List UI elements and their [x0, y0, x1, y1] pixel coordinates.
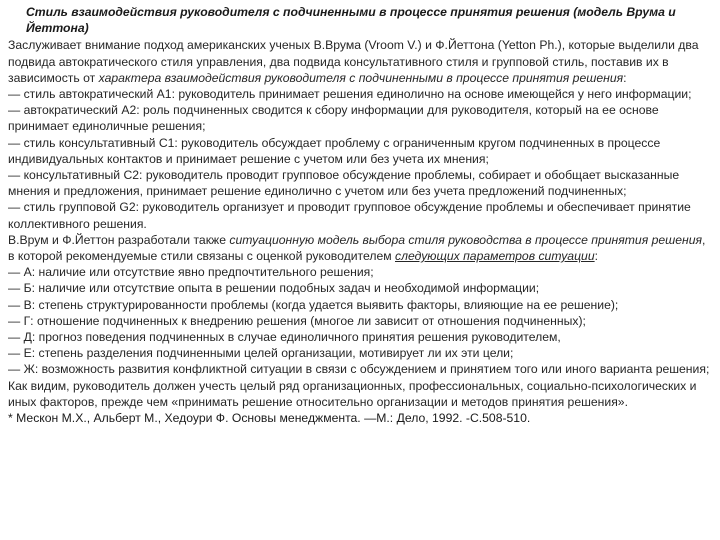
intro-paragraph: [8, 37, 713, 86]
document-title: Стиль взаимодействия руководителя с подчиненными в процессе принятия решения (модель Врума и Йеттона): [26, 5, 676, 36]
style-item-c2: — консультативный С2: руководитель проводит групповое обсуждение проблемы, собирает и обобщает высказанные мнения и предложения, принимает решение единолично с учетом или без учета предложений подчиненных;: [8, 168, 680, 199]
situational-emphasis-model: ситуационную модель выбора стиля руководства в процессе принятия решения: [229, 232, 703, 247]
param-item-g: — Г: отношение подчиненных к внедрению решения (многое ли зависит от отношения подчиненных);: [8, 313, 586, 328]
style-item-c1: — стиль консультативный С1: руководитель обсуждает проблему с ограниченным кругом подчиненных в процессе индивидуальных контактов и принимает решение с учетом или без учета их мнения;: [8, 135, 661, 166]
param-item-a: — А: наличие или отсутствие явно предпочтительного решения;: [8, 265, 374, 280]
styles-list: [8, 86, 713, 232]
situational-start: В.Врум и Ф.Йеттон разработали также: [8, 232, 230, 247]
document-page: [8, 4, 713, 426]
param-item-d: — Д: прогноз поведения подчиненных в случае единоличного принятия решения руководителем,: [8, 330, 561, 345]
situational-middle: , в которой рекомендуемые стили связаны с оценкой руководителем: [8, 232, 706, 264]
style-item-a1: — стиль автократический А1: руководитель принимает решения единолично на основе имеющейся у него информации;: [8, 87, 692, 102]
param-item-e: — Е: степень разделения подчиненными целей организации, мотивирует ли их эти цели;: [8, 346, 514, 361]
param-item-v: — В: степень структурированности проблемы (когда удается выявить факторы, влияющие на ее решение);: [8, 297, 619, 312]
intro-end: :: [623, 70, 627, 85]
situational-paragraph: [8, 232, 713, 264]
param-item-zh: — Ж: возможность развития конфликтной ситуации в связи с обсуждением и принятием того или иного варианта решения;: [8, 362, 710, 377]
intro-text: Заслуживает внимание подход американских ученых В.Врума (Vroom V.) и Ф.Йеттона (Yetton Ph.), которые выделили два подвида автократического стиля управления, два подвида консультативного стиля и групповой стиль, поставив их в зависимость от: [8, 38, 699, 85]
style-item-a2: — автократический А2: роль подчиненных сводится к сбору информации для руководителя, который на ее основе принимает единоличные решения;: [8, 103, 659, 134]
param-item-b: — Б: наличие или отсутствие опыта в решении подобных задач и необходимой информации;: [8, 281, 540, 296]
reference-citation: * Мескон М.Х., Альберт М., Хедоури Ф. Основы менеджмента. —М.: Дело, 1992. -С.508-510.: [8, 411, 531, 426]
conclusion-paragraph: Как видим, руководитель должен учесть целый ряд организационных, профессиональных, социально-психологических и иных факторов, прежде чем «принимать решение относительно организации и методов принятия решения».: [8, 378, 697, 409]
situational-end: :: [594, 249, 598, 264]
params-list: [8, 264, 713, 377]
situational-emphasis-params: следующих параметров ситуации: [395, 249, 595, 264]
intro-emphasis: характера взаимодействия руководителя с подчиненными в процессе принятия решения: [98, 70, 624, 85]
style-item-g2: — стиль групповой G2: руководитель организует и проводит групповое обсуждение проблемы и обеспечивает принятие коллективного решения.: [8, 200, 691, 231]
